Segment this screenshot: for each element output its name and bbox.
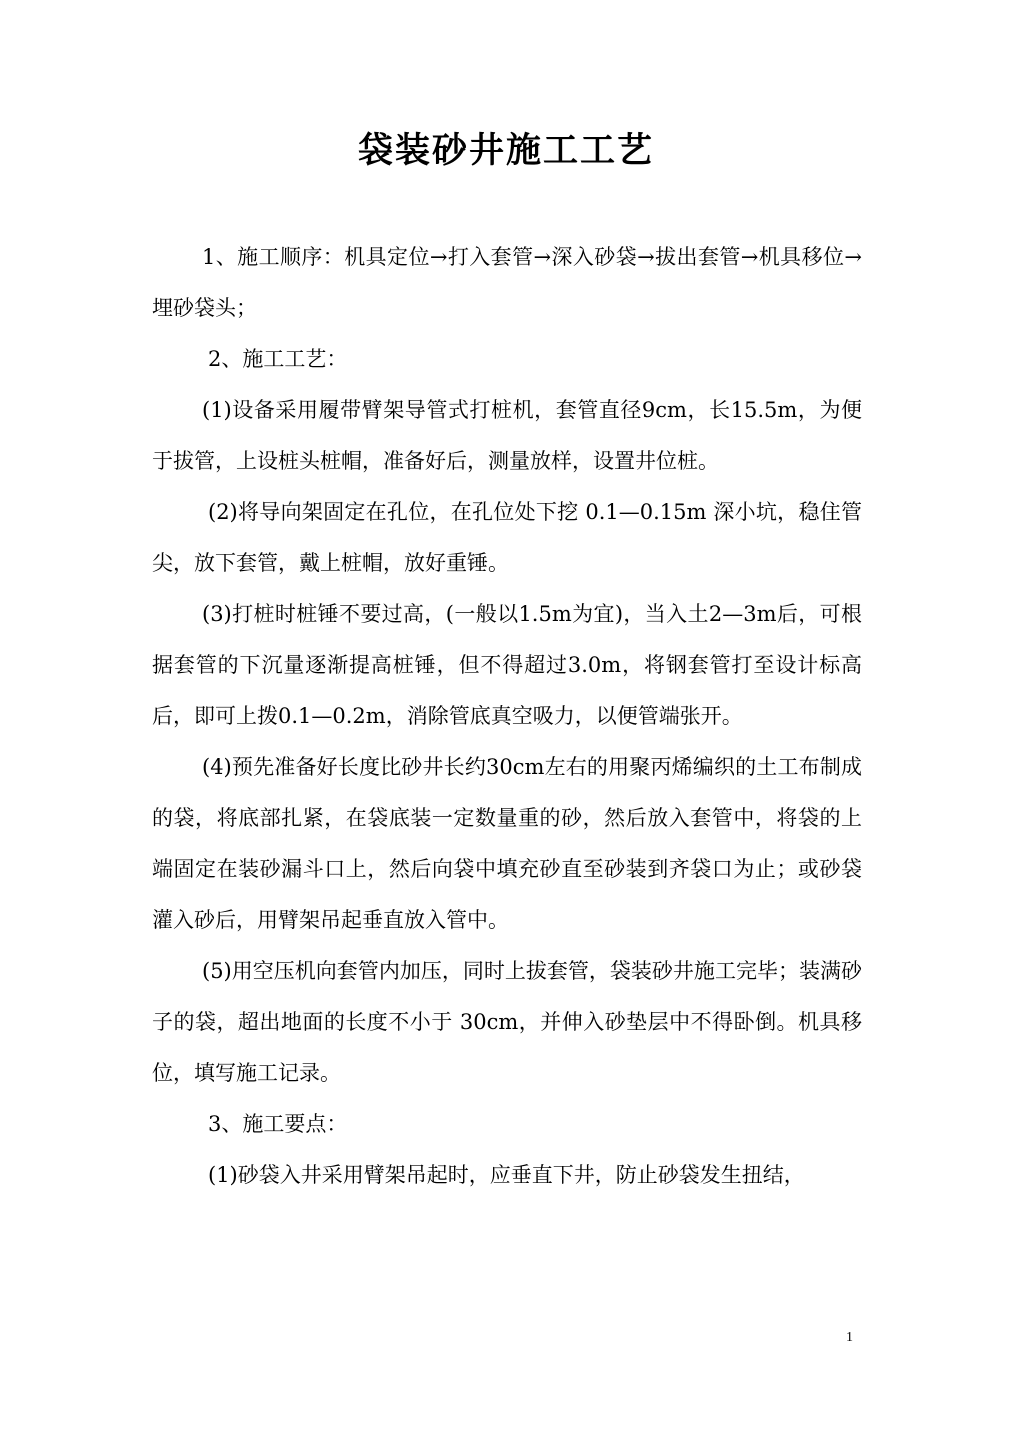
document-body xyxy=(152,232,862,1201)
heading-construction-process: 2、施工工艺： xyxy=(208,347,348,371)
page-number: 1 xyxy=(846,1330,853,1345)
heading-construction-key-points: 3、施工要点： xyxy=(208,1112,348,1136)
document-title: 袋装砂井施工工艺 xyxy=(357,130,654,171)
paragraph-construction-sequence: 1、施工顺序：机具定位→打入套管→深入砂袋→拔出套管→机具移位→埋砂袋头； xyxy=(152,245,862,320)
paragraph-process-3: (3)打桩时桩锤不要过高，(一般以1.5m为宜)，当入土2—3m后，可根据套管的下沉量逐渐提高桩锤，但不得超过3.0m，将钢套管打至设计标高后，即可上拨0.1—0.2m，消除管底真空吸力，以便管端张开。 xyxy=(152,602,862,728)
paragraph-process-2: (2)将导向架固定在孔位，在孔位处下挖 0.1—0.15m 深小坑，稳住管尖，放下套管，戴上桩帽，放好重锤。 xyxy=(152,500,862,575)
paragraph-process-5: (5)用空压机向套管内加压，同时上拔套管，袋装砂井施工完毕；装满砂子的袋，超出地面的长度不小于 30cm，并伸入砂垫层中不得卧倒。机具移位，填写施工记录。 xyxy=(152,959,862,1085)
paragraph-key-point-1: (1)砂袋入井采用臂架吊起时，应垂直下井，防止砂袋发生扭结， xyxy=(208,1163,805,1187)
paragraph-process-1: (1)设备采用履带臂架导管式打桩机，套管直径9cm，长15.5m，为便于拔管，上设桩头桩帽，准备好后，测量放样，设置井位桩。 xyxy=(152,398,862,473)
paragraph-process-4: (4)预先准备好长度比砂井长约30cm左右的用聚丙烯编织的土工布制成的袋，将底部扎紧，在袋底装一定数量重的砂，然后放入套管中，将袋的上端固定在装砂漏斗口上，然后向袋中填充砂直至砂装到齐袋口为止；或砂袋灌入砂后，用臂架吊起垂直放入管中。 xyxy=(152,755,862,932)
